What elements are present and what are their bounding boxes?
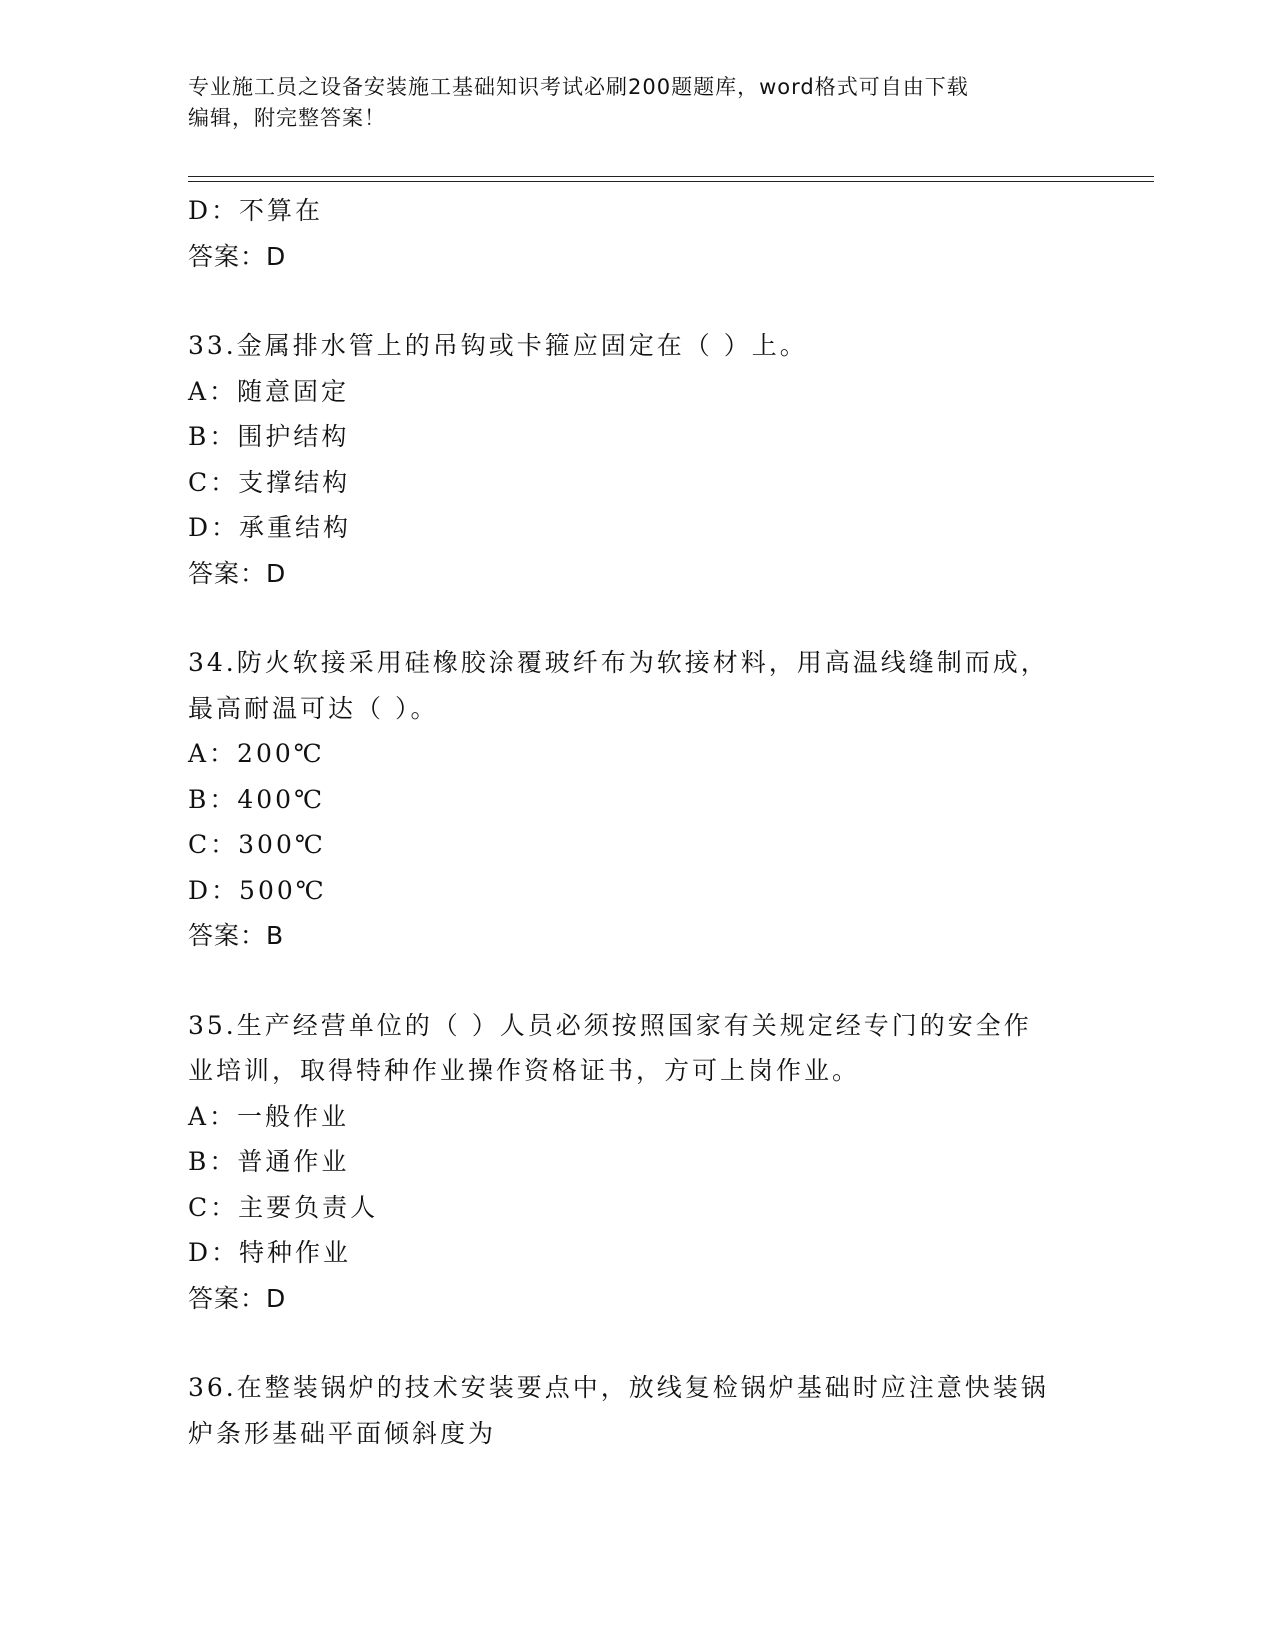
document-header (188, 72, 1068, 134)
question-33 (188, 323, 1088, 596)
answer: 答案：D (188, 558, 287, 588)
question-36 (188, 1365, 1088, 1456)
option-a: A：随意固定 (188, 376, 350, 406)
question-line: 业培训，取得特种作业操作资格证书，方可上岗作业。 (188, 1056, 861, 1085)
question-line: 34.防火软接采用硅橡胶涂覆玻纤布为软接材料，用高温线缝制而成， (188, 648, 1049, 677)
question-text (188, 1003, 1088, 1094)
option-b: B：普通作业 (188, 1147, 350, 1176)
question-text (188, 323, 1088, 369)
header-divider-bottom (188, 181, 1154, 182)
option-c: C：300℃ (188, 830, 326, 859)
question-34 (188, 640, 1088, 959)
question-text (188, 1365, 1088, 1456)
option-b: B：围护结构 (188, 422, 350, 451)
option-b: B：400℃ (188, 784, 326, 814)
prev-option-d: D：不算在 (188, 196, 324, 225)
answer: 答案：B (188, 921, 285, 950)
header-line-1: 专业施工员之设备安装施工基础知识考试必刷200题题库，word格式可自由下载 (188, 75, 969, 99)
question-line: 最高耐温可达（ ）。 (188, 693, 439, 723)
header-line-2: 编辑，附完整答案！ (188, 106, 386, 130)
option-d: D：承重结构 (188, 513, 352, 542)
option-d: D：特种作业 (188, 1238, 352, 1267)
question-line: 33.金属排水管上的吊钩或卡箍应固定在（ ）上。 (188, 331, 808, 360)
option-a: A：200℃ (188, 739, 325, 768)
option-a: A：一般作业 (188, 1101, 350, 1131)
answer: 答案：D (188, 1283, 287, 1313)
question-text (188, 640, 1088, 731)
header-divider-top (188, 176, 1154, 177)
question-line: 炉条形基础平面倾斜度为 (188, 1418, 497, 1448)
question-line: 35.生产经营单位的（ ）人员必须按照国家有关规定经专门的安全作 (188, 1010, 1032, 1040)
option-d: D：500℃ (188, 875, 327, 905)
option-c: C：主要负责人 (188, 1192, 379, 1222)
option-c: C：支撑结构 (188, 467, 351, 497)
question-line: 36.在整装锅炉的技术安装要点中，放线复检锅炉基础时应注意快装锅 (188, 1373, 1049, 1402)
question-35 (188, 1003, 1088, 1322)
question-list (188, 188, 1088, 1456)
prev-answer: 答案：D (188, 241, 287, 271)
